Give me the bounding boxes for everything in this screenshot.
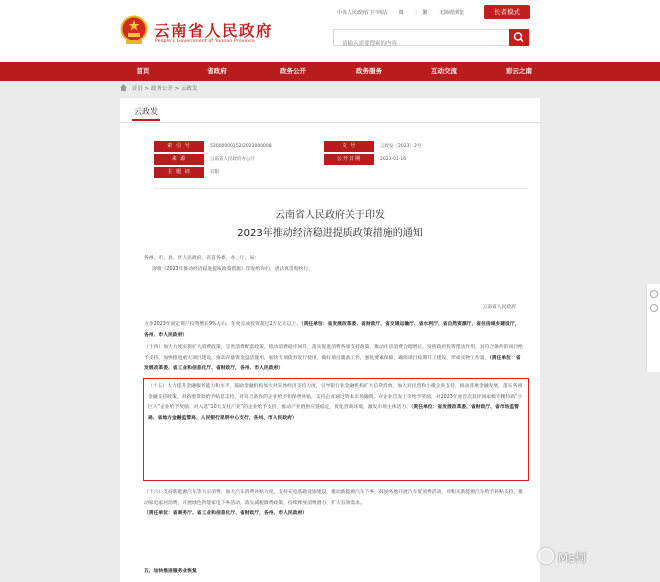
- meta-row: [154, 141, 528, 153]
- paragraph: [144, 488, 524, 520]
- paragraph-text: 力争2023年固定资产投资增长9%左右，年度完成投资超过2万亿元以上。: [144, 322, 302, 327]
- signature: 云南省人民政府: [482, 305, 516, 310]
- meta-row: [154, 154, 528, 166]
- search-box: [333, 29, 530, 46]
- traditional-chinese-link[interactable]: 繁: [422, 10, 428, 16]
- central-gov-link[interactable]: 中央人民政府门户网站: [337, 10, 388, 16]
- breadcrumb: [120, 84, 198, 92]
- responsible-units: （责任单位：省商务厅、省工业和信息化厅、省财政厅，各州、市人民政府）: [144, 511, 308, 516]
- source-label: 来 源: [154, 154, 204, 165]
- docno-label: 文 号: [324, 141, 374, 152]
- paragraph-text: （十六）支持新能源汽车等大宗消费，加大汽车消费补贴力度，支持充电基础设施建设，推动新能源汽车下乡，鼓励各地开展汽车促消费活动，对购买新能源汽车给予补贴支持，推动家电家居消费，开展绿色智能家电下乡活动，落实减税降费政策，持续释放消费潜力，扩大有效需求。: [144, 490, 523, 506]
- nav-gov-services[interactable]: 政务服务: [356, 67, 382, 75]
- site-subtitle: People's Government of Yunnan Province: [155, 39, 255, 44]
- divider: [120, 122, 540, 123]
- paragraph: [144, 343, 524, 375]
- source-value: 云南省人民政府办公厅: [210, 157, 255, 162]
- index-label: 索 引 号: [154, 141, 204, 152]
- search-input[interactable]: [334, 37, 504, 52]
- main-nav: [0, 62, 660, 81]
- index-value: 53000000152/2023000008: [210, 144, 272, 149]
- content-card: [120, 98, 540, 582]
- column-tab[interactable]: 云政发: [132, 106, 160, 121]
- intro-paragraph: 现将《2023年推动经济稳进提质政策措施》印发给你们，请认真贯彻执行。: [152, 267, 313, 272]
- date-value: 2023-01-16: [380, 157, 407, 162]
- breadcrumb-sep: >: [144, 86, 150, 92]
- responsible-units: （责任单位：省发展改革委、省工业和信息化厅、省财政厅，各州、市人民政府）: [144, 355, 521, 371]
- doc-title-line2: 2023年推动经济稳进提质政策措施的通知: [237, 228, 423, 239]
- nav-gov-affairs[interactable]: 政务公开: [280, 67, 306, 75]
- feedback-icon[interactable]: [650, 290, 658, 298]
- side-toolbar[interactable]: [646, 284, 660, 372]
- accessibility-link[interactable]: 无障碍浏览: [439, 10, 465, 16]
- wechat-watermark-icon: [538, 548, 554, 564]
- document-meta: [154, 141, 528, 180]
- nav-interaction[interactable]: 互动交流: [431, 67, 457, 75]
- paragraph-text: （十四）加大力度实施扩大消费政策，完善消费配套政策，推动消费稳步回升，落实促进消费各项支持政策，推动住房消费合理增长，发挥政府投资带动作用，对符合条件的项目给予支持，加快推进重大项目建设，推动存量资金盘活使用，加快专项债券发行使用，做好项目储备工作，强化要素保障，确保项目按期开工建设，形成实物工作量。: [144, 345, 523, 361]
- date-label: 公开日期: [324, 154, 374, 165]
- responsible-units: （责任单位：省发展改革委、省财政厅、省交通运输厅、省水利厅、省自然资源厅、省住房城乡建设厅，各州、市人民政府）: [144, 322, 520, 338]
- divider: |: [415, 10, 417, 16]
- topic-label: 主 题 词: [154, 167, 204, 178]
- responsible-units: （责任单位：省发展改革委、省财政厅、省市场监管局、省地方金融监管局、人民银行昆明中心支行，各州、市人民政府）: [148, 405, 519, 421]
- breadcrumb-sep: >: [174, 86, 180, 92]
- highlighted-paragraph: [148, 382, 524, 424]
- weibo-link[interactable]: 微: [398, 10, 404, 16]
- doc-title-line1: 云南省人民政府关于印发: [275, 210, 385, 221]
- topic-value: 有限: [210, 170, 219, 175]
- nav-home[interactable]: 首页: [136, 67, 150, 75]
- share-icon[interactable]: [650, 304, 658, 312]
- search-button[interactable]: [509, 29, 529, 46]
- search-icon: [509, 29, 529, 46]
- docno-value: 云政发〔2023〕2号: [380, 144, 422, 149]
- breadcrumb-affairs[interactable]: 政务公开: [150, 86, 173, 92]
- elder-mode-button[interactable]: 长者模式: [484, 5, 530, 19]
- home-icon: [120, 84, 127, 91]
- site-title[interactable]: 云南省人民政府: [154, 22, 274, 40]
- paragraph-text: （十五）大力提升金融服务能力和水平，鼓励金融机构加大对实体经济支持力度，引导银行业金融机构扩大信贷投放，加大对民营和小微企业支持，推动普惠金融发展，落实各项金融支持政策。对新增贷款给予贴息支持，对符合条件的企业给予担保费补贴，支持企业通过资本市场融资。对企业首发上市给予奖励，对2023年度首次获评国家级专精特新“小巨人”企业给予奖励，对入选“10大支柱产业”的企业给予支持，推动产业链供应链稳定，优化营商环境，激发市场主体活力。: [148, 384, 523, 410]
- paragraph: [144, 320, 524, 341]
- breadcrumb-current[interactable]: 云政发: [181, 86, 198, 92]
- divider: [154, 188, 528, 189]
- breadcrumb-home[interactable]: 首页: [131, 86, 143, 92]
- salutation: 各州、市、县、区人民政府，省直各委、办、厅、局：: [144, 256, 260, 261]
- nav-government[interactable]: 省政府: [207, 67, 227, 75]
- site-header: [0, 0, 660, 62]
- section-heading: 五、加快推进服务业恢复: [144, 569, 197, 574]
- meta-row: [154, 167, 528, 179]
- watermark-text: Ms柯: [558, 551, 587, 565]
- national-emblem-icon: [120, 15, 148, 45]
- nav-yunnan[interactable]: 彩云之南: [506, 67, 532, 75]
- top-links: [337, 9, 474, 16]
